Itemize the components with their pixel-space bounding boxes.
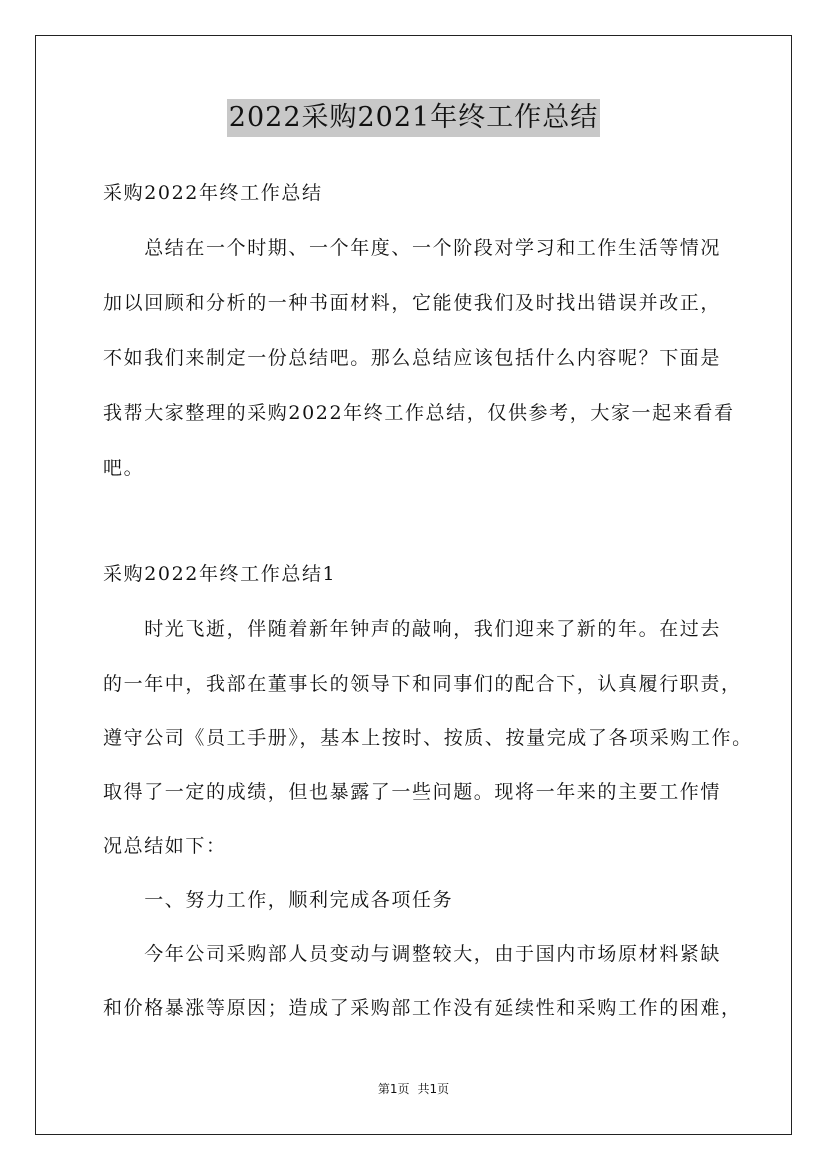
section-heading: 采购2022年终工作总结 [103,182,323,204]
paragraph-line: 今年公司采购部人员变动与调整较大，由于国内市场原材料紧缺 [103,943,722,965]
page-footer [0,1081,827,1097]
section-heading: 采购2022年终工作总结1 [103,563,337,585]
paragraph-line: 况总结如下： [103,835,227,857]
paragraph-line: 不如我们来制定一份总结吧。那么总结应该包括什么内容呢？下面是 [103,347,722,369]
paragraph-line: 加以回顾和分析的一种书面材料，它能使我们及时找出错误并改正， [103,292,722,314]
document-title: 2022采购2021年终工作总结 [227,99,600,137]
paragraph-line: 吧。 [103,457,145,479]
paragraph-line: 和价格暴涨等原因；造成了采购部工作没有延续性和采购工作的困难， [103,997,742,1019]
paragraph-line: 取得了一定的成绩，但也暴露了一些问题。现将一年来的主要工作情 [103,781,722,803]
subheading: 一、努力工作，顺利完成各项任务 [103,889,454,911]
paragraph-line: 的一年中，我部在董事长的领导下和同事们的配合下，认真履行职责， [103,673,742,695]
paragraph-line: 总结在一个时期、一个年度、一个阶段对学习和工作生活等情况 [103,237,722,259]
paragraph-line: 我帮大家整理的采购2022年终工作总结，仅供参考，大家一起来看看 [103,402,735,424]
page-number: 第1页 [377,1082,410,1096]
title-container [0,99,827,137]
page-total: 共1页 [417,1082,450,1096]
paragraph-line: 时光飞逝，伴随着新年钟声的敲响，我们迎来了新的年。在过去 [103,618,722,640]
paragraph-line: 遵守公司《员工手册》，基本上按时、按质、按量完成了各项采购工作。 [103,727,753,749]
